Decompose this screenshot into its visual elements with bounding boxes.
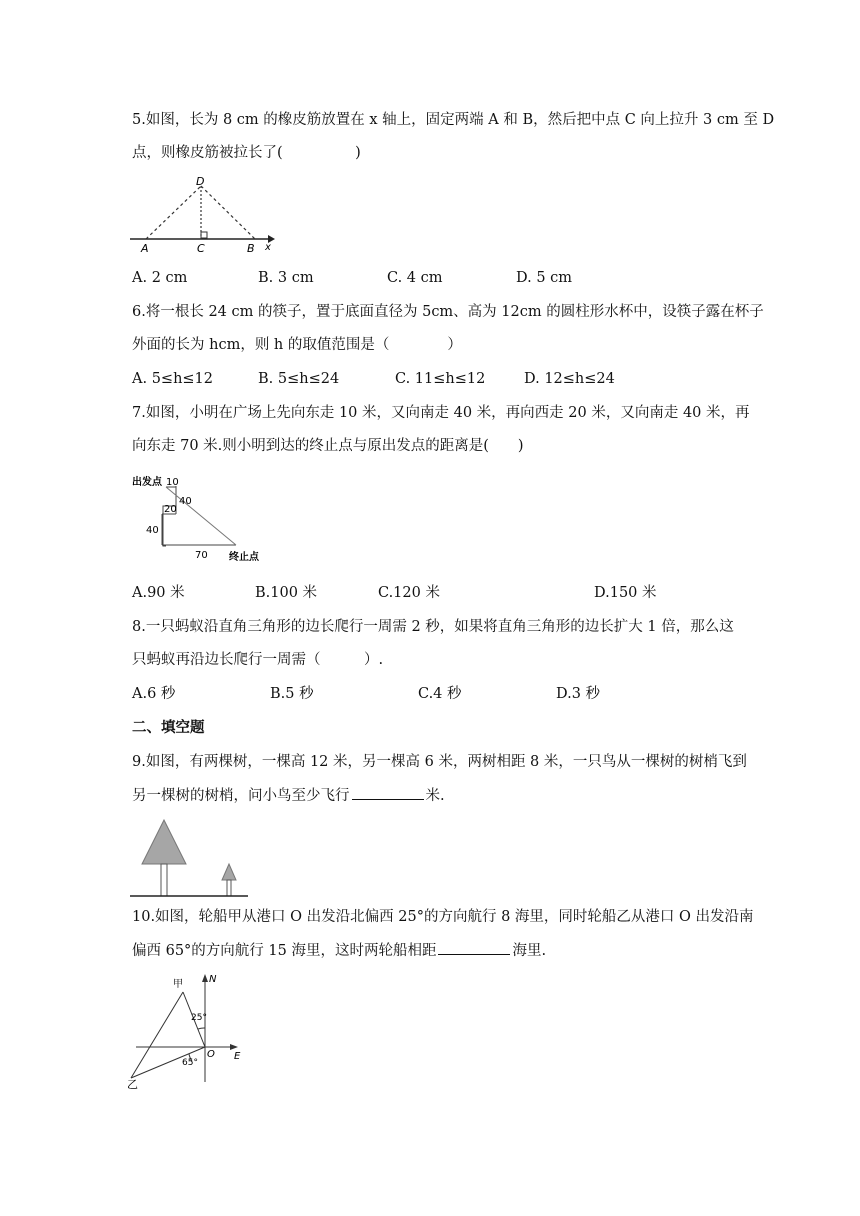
q7-segment-20: 20	[164, 504, 177, 515]
q5-line-2: 点，则橡皮筋被拉长了( )	[132, 145, 361, 161]
q5-label-d: D	[196, 175, 205, 188]
q5-figure	[128, 176, 278, 256]
q5-label-x: x	[265, 242, 271, 253]
q9-line-2	[132, 785, 445, 806]
q5-label-b: B	[247, 242, 255, 255]
q7-segment-40-top: 40	[179, 496, 192, 507]
q8-option-b: B.5 秒	[270, 686, 314, 702]
q8-line-1: 8.一只蚂蚁沿直角三角形的边长爬行一周需 2 秒，如果将直角三角形的边长扩大 1 倍，那么这	[132, 619, 734, 635]
q9-figure	[130, 818, 255, 902]
q10-line-2	[132, 940, 546, 961]
q10-line-2-prefix: 偏西 65°的方向航行 15 海里，这时两轮船相距	[132, 943, 437, 959]
q10-answer-blank[interactable]	[438, 940, 510, 955]
q5-option-a: A. 2 cm	[132, 270, 188, 286]
q8-option-d: D.3 秒	[556, 686, 601, 702]
q6-option-c: C. 11≤h≤12	[395, 371, 486, 387]
section-2-heading: 二、填空题	[132, 720, 205, 736]
q10-label-o: O	[207, 1049, 215, 1060]
q10-label-yi: 乙	[127, 1078, 138, 1091]
q5-option-d: D. 5 cm	[516, 270, 573, 286]
q7-start-label: 出发点	[132, 477, 162, 488]
q7-option-c: C.120 米	[378, 585, 440, 601]
q7-segment-70: 70	[195, 550, 208, 561]
q7-option-d: D.150 米	[594, 585, 657, 601]
q7-end-label: 终止点	[229, 552, 259, 563]
q5-label-a: A	[141, 242, 149, 255]
q5-line-1: 5.如图，长为 8 cm 的橡皮筋放置在 x 轴上，固定两端 A 和 B，然后把中点 C 向上拉升 3 cm 至 D	[132, 112, 775, 128]
q10-angle-65: 65°	[182, 1058, 198, 1068]
q10-line-2-suffix: 海里.	[512, 943, 547, 959]
q6-line-1: 6.将一根长 24 cm 的筷子，置于底面直径为 5cm、高为 12cm 的圆柱形水杯中，设筷子露在杯子	[132, 304, 764, 320]
q10-line-1: 10.如图，轮船甲从港口 O 出发沿北偏西 25°的方向航行 8 海里，同时轮船乙从港口 O 出发沿南	[132, 909, 754, 925]
q5-option-c: C. 4 cm	[387, 270, 443, 286]
q9-line-1: 9.如图，有两棵树，一棵高 12 米，另一棵高 6 米，两树相距 8 米，一只鸟从一棵树的树梢飞到	[132, 754, 747, 770]
q10-figure	[126, 972, 256, 1091]
q5-label-c: C	[197, 242, 205, 255]
q5-option-b: B. 3 cm	[258, 270, 314, 286]
q6-option-d: D. 12≤h≤24	[524, 371, 615, 387]
q10-label-e: E	[234, 1051, 241, 1062]
q9-line-2-prefix: 另一棵树的树梢，问小鸟至少飞行	[132, 788, 350, 804]
q7-line-2: 向东走 70 米.则小明到达的终止点与原出发点的距离是( )	[132, 438, 524, 454]
q9-line-2-suffix: 米.	[425, 788, 445, 804]
q6-option-a: A. 5≤h≤12	[132, 371, 214, 387]
q10-angle-25: 25°	[191, 1013, 207, 1023]
q7-segment-10: 10	[166, 477, 179, 488]
q6-option-b: B. 5≤h≤24	[258, 371, 340, 387]
q7-segment-40-left: 40	[146, 525, 159, 536]
q7-option-a: A.90 米	[132, 585, 185, 601]
q7-line-1: 7.如图，小明在广场上先向东走 10 米，又向南走 40 米，再向西走 20 米，又向南走 40 米，再	[132, 405, 750, 421]
q8-option-a: A.6 秒	[132, 686, 176, 702]
q8-option-c: C.4 秒	[418, 686, 462, 702]
q9-answer-blank[interactable]	[352, 785, 424, 800]
q7-figure	[130, 472, 280, 572]
q7-option-b: B.100 米	[255, 585, 318, 601]
q10-label-jia: 甲	[173, 979, 183, 990]
q6-line-2: 外面的长为 hcm，则 h 的取值范围是（ ）	[132, 337, 462, 353]
q8-line-2: 只蚂蚁再沿边长爬行一周需（ ）.	[132, 652, 384, 668]
q10-label-n: N	[209, 974, 217, 985]
